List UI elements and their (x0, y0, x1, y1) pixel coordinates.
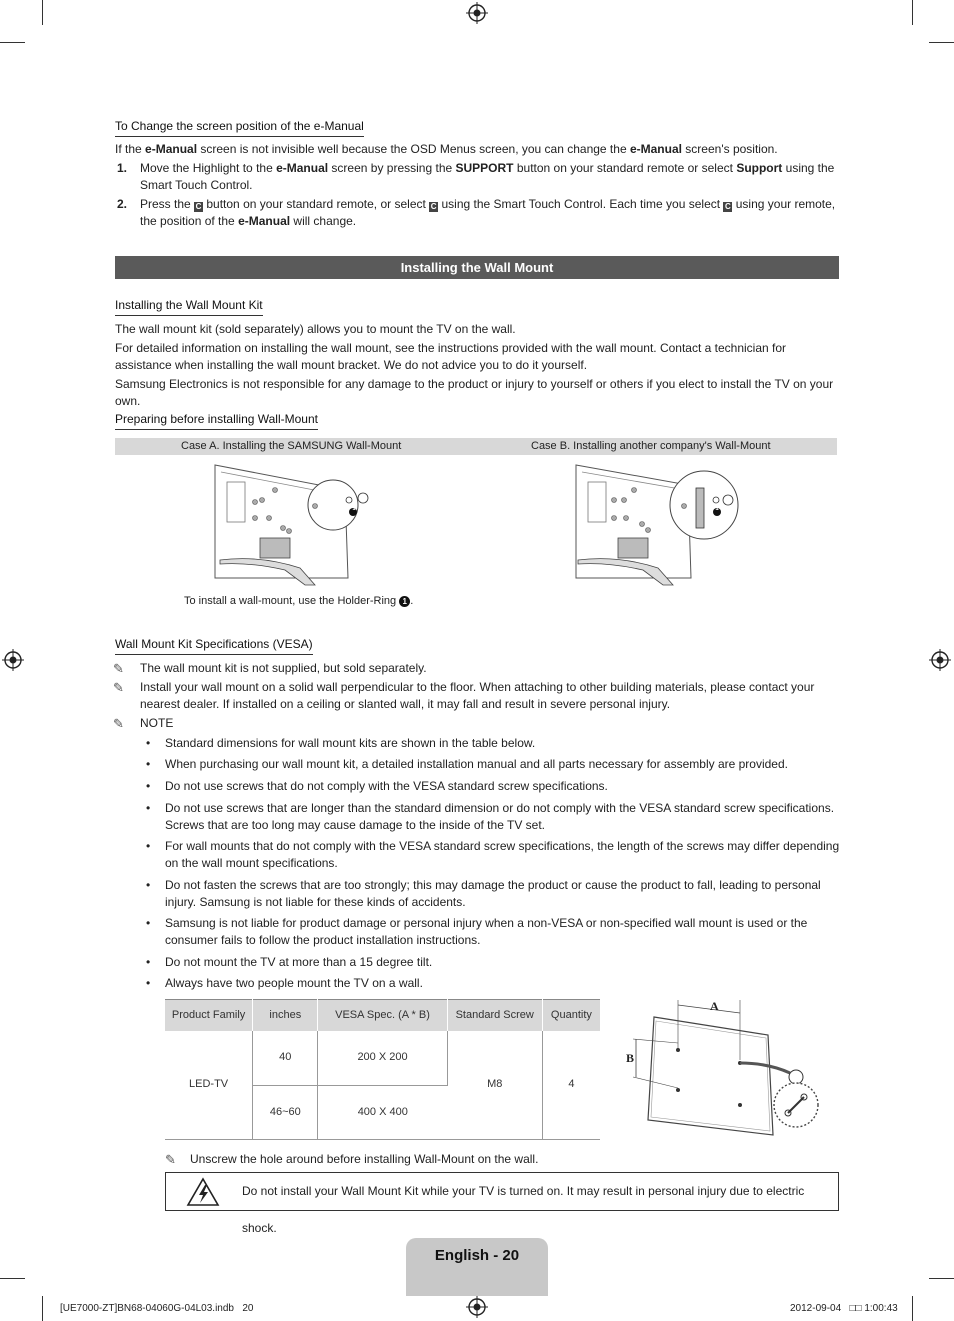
table-header: Quantity (542, 1000, 600, 1032)
table-cell: 4 (542, 1031, 600, 1139)
pencil-note-icon: ✎ (113, 716, 124, 731)
crop-mark (912, 1296, 913, 1321)
pencil-note-icon: ✎ (113, 661, 124, 676)
table-cell: LED-TV (165, 1031, 253, 1139)
vesa-spec-table (165, 999, 600, 1140)
registration-mark-icon (466, 2, 488, 24)
bullet-icon: • (146, 916, 151, 930)
bullet-icon: • (146, 976, 151, 990)
kit-paragraph-3: Samsung Electronics is not responsible for any damage to the product or injury to yourself or others if you elect to install the TV on your own. (115, 377, 834, 408)
page-number-tab: English - 20 (406, 1238, 548, 1296)
unscrew-note: Unscrew the hole around before installing Wall-Mount on the wall. (190, 1152, 539, 1166)
emanual-position-heading: To Change the screen position of the e-Manual (115, 118, 364, 137)
emanual-step-2: Press the C button on your standard remote, or select C using the Smart Touch Control. Each time you select C using your remote, the position of the e-Manual will change. (140, 197, 836, 228)
table-cell: 200 X 200 (318, 1031, 447, 1085)
registration-mark-icon (2, 649, 24, 671)
case-header-bar (115, 438, 837, 455)
list-item: Do not fasten the screws that are too strongly; this may damage the product or cause the product to fall, leading to personal injury. Samsung is not liable for these kinds of accidents. (165, 878, 821, 909)
vesa-heading: Wall Mount Kit Specifications (VESA) (115, 636, 313, 655)
emanual-intro: If the e-Manual screen is not invisible well because the OSD Menus screen, you can change the e-Manual screen's position. (115, 142, 778, 156)
emanual-step-1: Move the Highlight to the e-Manual screen by pressing the SUPPORT button on your standard remote or select Support using the Smart Touch Control. (140, 161, 835, 192)
table-cell: 40 (253, 1031, 318, 1085)
case-a-label: Case A. Installing the SAMSUNG Wall-Mount (181, 440, 402, 452)
bullet-icon: • (146, 736, 151, 750)
table-row (165, 1031, 600, 1085)
kit-paragraph-2: For detailed information on installing the wall mount, see the instructions provided with the wall mount. Contact a technician for assistance when installing the wall mount bracket. We do not advice you to do it yourself. (115, 341, 787, 372)
registration-mark-icon (929, 649, 951, 671)
case-a-tv-back-illustration (205, 460, 380, 590)
table-cell: 400 X 400 (318, 1085, 447, 1139)
crop-mark (0, 1278, 25, 1279)
table-header: Standard Screw (447, 1000, 542, 1032)
callout-number: 1 (352, 506, 356, 512)
pencil-note-icon: ✎ (113, 680, 124, 695)
crop-mark (929, 42, 954, 43)
callout-number-icon: 1 (399, 596, 410, 607)
bullet-icon: • (146, 878, 151, 892)
table-header: Product Family (165, 1000, 253, 1032)
footer-timestamp: 2012-09-04 □□ 1:00:43 (790, 1303, 898, 1314)
crop-mark (42, 1296, 43, 1321)
list-item: Always have two people mount the TV on a wall. (165, 976, 423, 990)
holder-ring-caption: To install a wall-mount, use the Holder-Ring 1 . (184, 595, 414, 607)
bullet-icon: • (146, 757, 151, 771)
table-header-row (165, 1000, 600, 1032)
table-cell: M8 (447, 1031, 542, 1139)
bullet-icon: • (146, 801, 151, 815)
registration-mark-icon (466, 1296, 488, 1318)
electric-shock-warning-icon (186, 1177, 220, 1207)
bullet-icon: • (146, 839, 151, 853)
list-item: For wall mounts that do not comply with the VESA standard screw specifications, the length of the screws may differ depending on the wall mount specifications. (165, 839, 840, 870)
step-number: 2. (117, 197, 128, 211)
list-item: Do not use screws that do not comply with the VESA standard screw specifications. (165, 779, 608, 793)
c-button-icon: C (195, 202, 202, 211)
list-item: Do not mount the TV at more than a 15 degree tilt. (165, 955, 433, 969)
list-item: Samsung is not liable for product damage or personal injury when a non-VESA or non-specified wall mount is used or the consumer fails to follow the product installation instructions. (165, 916, 808, 947)
c-button-icon: C (725, 202, 731, 211)
warning-text: Do not install your Wall Mount Kit while your TV is turned on. It may result in personal injury due to electric shock. (242, 1184, 805, 1235)
kit-paragraph-1: The wall mount kit (sold separately) allows you to mount the TV on the wall. (115, 322, 516, 336)
table-header: VESA Spec. (A * B) (318, 1000, 447, 1032)
bullet-icon: • (146, 779, 151, 793)
vesa-note-3: NOTE (140, 716, 174, 730)
callout-number: 1 (715, 506, 719, 512)
table-cell: 46~60 (253, 1085, 318, 1139)
list-item: Do not use screws that are longer than the standard dimension or do not comply with the VESA standard screw specifications. Screws that are too long may cause damage to the inside of the TV set. (165, 801, 835, 832)
electric-shock-warning (165, 1172, 839, 1235)
wall-mount-kit-heading: Installing the Wall Mount Kit (115, 297, 263, 316)
table-header: inches (253, 1000, 318, 1032)
dimension-label-b: B (626, 1051, 635, 1065)
crop-mark (912, 0, 913, 25)
bullet-icon: • (146, 955, 151, 969)
pencil-note-icon: ✎ (165, 1152, 176, 1167)
footer-file-info: [UE7000-ZT]BN68-04060G-04L03.indb 20 (60, 1303, 254, 1314)
case-b-tv-back-illustration (568, 460, 743, 590)
crop-mark (0, 42, 25, 43)
section-banner: Installing the Wall Mount (115, 256, 839, 279)
dimension-label-a: A (710, 999, 719, 1013)
list-item: Standard dimensions for wall mount kits are shown in the table below. (165, 736, 536, 750)
preparing-heading: Preparing before installing Wall-Mount (115, 411, 318, 430)
crop-mark (929, 1278, 954, 1279)
vesa-note-1: The wall mount kit is not supplied, but sold separately. (140, 661, 427, 675)
list-item: When purchasing our wall mount kit, a detailed installation manual and all parts necessary for assembly are provided. (165, 757, 788, 771)
case-b-label: Case B. Installing another company's Wall-Mount (531, 440, 771, 452)
vesa-note-2: Install your wall mount on a solid wall perpendicular to the floor. When attaching to other building materials, please contact your nearest dealer. If installed on a ceiling or slanted wall, it may fall and result in severe personal injury. (140, 680, 815, 711)
step-number: 1. (117, 161, 128, 175)
c-button-icon: C (430, 202, 437, 211)
vesa-dimension-diagram (618, 995, 828, 1140)
crop-mark (42, 0, 43, 25)
